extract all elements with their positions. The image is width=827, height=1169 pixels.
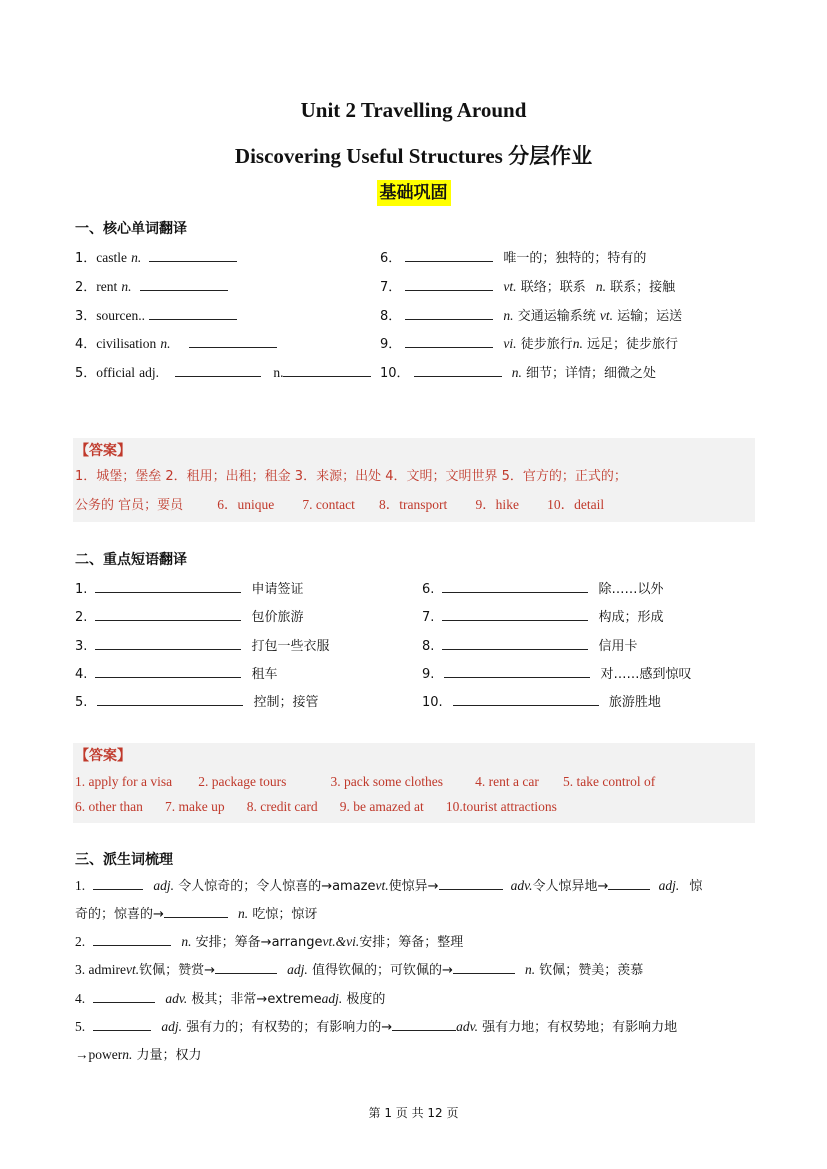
answer-blank[interactable] — [215, 959, 277, 974]
answer-line: 6. other than 7. make up 8. credit card 9. be amazed at 10.tourist attractions — [75, 799, 557, 814]
derivative-item-continued: 奇的；惊喜的→ n. 吃惊；惊讶 — [75, 900, 755, 929]
answer-blank[interactable] — [189, 333, 277, 348]
answer-blank[interactable] — [444, 663, 590, 678]
answer-blank[interactable] — [442, 635, 588, 650]
derivative-item: 5. adj. 强有力的；有权势的；有影响力的→ adv. 强有力地；有权势地；有影响力地 — [75, 1013, 755, 1042]
answer-blank[interactable] — [149, 247, 237, 262]
unit-title: Unit 2 Travelling Around — [300, 98, 527, 122]
answer-blank[interactable] — [283, 362, 371, 377]
answer-blank[interactable] — [175, 362, 261, 377]
answer-blank[interactable] — [95, 578, 241, 593]
answer-blank[interactable] — [405, 276, 493, 291]
answer-blank[interactable] — [405, 333, 493, 348]
derivative-item: 3. admirevt.钦佩；赞赏→ adj. 值得钦佩的；可钦佩的→ n. 钦佩；赞美；羡慕 — [75, 956, 755, 985]
answer-blank[interactable] — [439, 875, 503, 890]
section-heading-phrases: 二、重点短语翻译 — [75, 552, 187, 568]
phrase-item: 6. 除……以外 — [422, 578, 664, 599]
vocab-item: 10． n. 细节；详情；细微之处 — [380, 362, 656, 383]
derivative-item: 4. adv. 极其；非常→extremeadj. 极度的 — [75, 985, 755, 1014]
answer-blank[interactable] — [405, 247, 493, 262]
phrase-item: 2. 包价旅游 — [75, 606, 304, 627]
phrase-item: 7. 构成；形成 — [422, 606, 664, 627]
answer-heading: 【答案】 — [75, 748, 131, 764]
vocab-item: 3．sourcen.. — [75, 305, 237, 326]
vocab-item: 8． n. 交通运输系统 vt. 运输；运送 — [380, 305, 682, 326]
section-heading-derivatives: 三、派生词梳理 — [75, 852, 173, 868]
answer-blank[interactable] — [414, 362, 502, 377]
page-footer: 第 1 页 共 12 页 — [368, 1106, 459, 1120]
answer-blank[interactable] — [405, 305, 493, 320]
answer-line: 公务的 官员；要员 6．unique 7. contact 8．transport 9．hike 10．detail — [75, 497, 605, 513]
vocab-item: 2．rent n. — [75, 276, 228, 297]
answer-blank[interactable] — [453, 691, 599, 706]
answer-blank[interactable] — [97, 691, 243, 706]
phrase-item: 9. 对……感到惊叹 — [422, 663, 692, 684]
phrase-item: 10. 旅游胜地 — [422, 691, 661, 712]
answer-blank[interactable] — [392, 1016, 456, 1031]
derivative-item: 2. n. 安排；筹备→arrangevt.&vi.安排；筹备；整理 — [75, 928, 755, 957]
answer-blank[interactable] — [442, 578, 588, 593]
phrase-item: 5. 控制；接管 — [75, 691, 319, 712]
answer-line: 1．城堡；堡垒 2．租用；出租；租金 3．来源；出处 4．文明；文明世界 5．官方的；正式的； — [75, 469, 627, 484]
answer-blank[interactable] — [93, 1016, 151, 1031]
vocab-item: 1．castle n. — [75, 247, 237, 268]
answer-blank[interactable] — [93, 875, 143, 890]
phrase-item: 3. 打包一些衣服 — [75, 635, 330, 656]
answer-blank[interactable] — [95, 606, 241, 621]
derivative-item-continued: →powern. 力量；权力 — [75, 1047, 202, 1063]
answer-heading: 【答案】 — [75, 443, 131, 459]
vocab-item: 4．civilisation n. — [75, 333, 277, 354]
vocab-item: 5．official adj. n. — [75, 362, 371, 383]
phrase-item: 8. 信用卡 — [422, 635, 638, 656]
vocab-item: 7． vt. 联络；联系 n. 联系；接触 — [380, 276, 675, 297]
answer-line: 1. apply for a visa 2. package tours 3. pack some clothes 4. rent a car 5. take control of — [75, 774, 656, 789]
answer-blank[interactable] — [442, 606, 588, 621]
answer-blank[interactable] — [93, 931, 171, 946]
vocab-item: 6． 唯一的；独特的；特有的 — [380, 247, 646, 268]
answer-blank[interactable] — [93, 988, 155, 1003]
answer-blank[interactable] — [95, 635, 241, 650]
answer-blank[interactable] — [140, 276, 228, 291]
phrase-item: 4. 租车 — [75, 663, 278, 684]
derivative-item: 1. adj. 令人惊奇的；令人惊喜的→amazevt.使惊异→ adv.令人惊异地→ adj. 惊 — [75, 872, 755, 901]
phrase-item: 1. 申请签证 — [75, 578, 304, 599]
answer-blank[interactable] — [164, 903, 228, 918]
answer-blank[interactable] — [149, 305, 237, 320]
level-badge: 基础巩固 — [377, 180, 451, 206]
lesson-title: Discovering Useful Structures 分层作业 — [234, 144, 593, 168]
section-heading-vocabulary: 一、核心单词翻译 — [75, 221, 187, 237]
vocab-item: 9． vi. 徒步旅行n. 远足；徒步旅行 — [380, 333, 678, 354]
answer-blank[interactable] — [95, 663, 241, 678]
answer-blank[interactable] — [608, 875, 650, 890]
answer-blank[interactable] — [453, 959, 515, 974]
